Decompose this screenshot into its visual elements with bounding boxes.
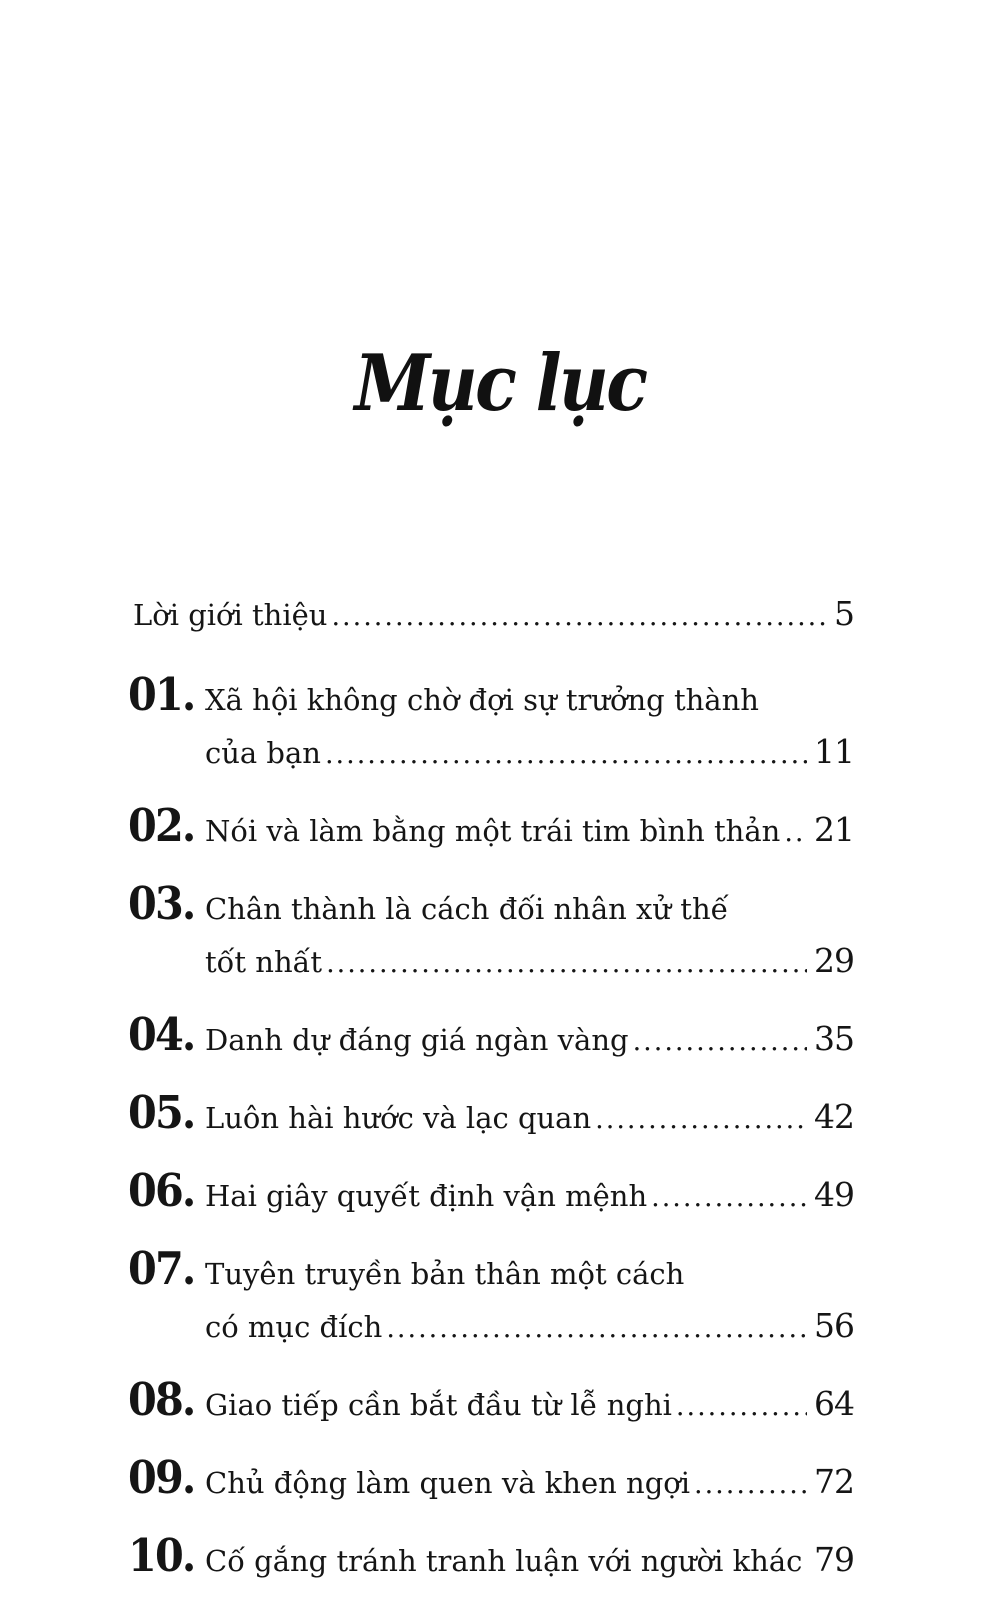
page-number: 49 xyxy=(814,1175,854,1214)
intro-label: Lời giới thiệu xyxy=(133,598,328,632)
dot-leader xyxy=(806,1537,807,1589)
dot-leader xyxy=(331,591,827,643)
chapter-title-line1: Danh dự đáng giá ngàn vàng xyxy=(205,1023,629,1057)
chapter-title-block xyxy=(205,1534,854,1589)
chapter-title-block xyxy=(205,1091,854,1146)
dot-leader xyxy=(325,729,807,781)
chapter-title-line1: Hai giây quyết định vận mệnh xyxy=(205,1179,648,1213)
page-number: 56 xyxy=(814,1306,854,1345)
chapter-number: 04. xyxy=(128,1008,195,1061)
page-title: Mục lục xyxy=(354,338,646,429)
chapter-number: 08. xyxy=(128,1373,195,1426)
chapter-number: 03. xyxy=(128,877,195,930)
toc-entry xyxy=(128,1165,854,1224)
chapter-number: 07. xyxy=(128,1242,195,1295)
toc-entry xyxy=(128,1530,854,1589)
chapter-number: 02. xyxy=(128,799,195,852)
chapter-title-line1: Nói và làm bằng một trái tim bình thản xyxy=(205,814,781,848)
dot-leader xyxy=(694,1459,807,1511)
chapter-number: 06. xyxy=(128,1164,195,1217)
toc-entry xyxy=(128,1087,854,1146)
page-number: 29 xyxy=(814,941,854,980)
chapter-title-line1: Luôn hài hước và lạc quan xyxy=(205,1101,592,1135)
page-number: 72 xyxy=(814,1462,854,1501)
dot-leader xyxy=(784,807,807,859)
chapter-title-line1: Giao tiếp cần bắt đầu từ lễ nghi xyxy=(205,1388,672,1422)
page-number: 64 xyxy=(814,1384,854,1423)
chapter-title-line1: Tuyên truyền bản thân một cách xyxy=(205,1257,685,1291)
page-number: 79 xyxy=(814,1540,854,1579)
toc-entry xyxy=(128,1452,854,1511)
chapter-title-block xyxy=(205,883,854,990)
page-number: 35 xyxy=(814,1019,854,1058)
toc-entry xyxy=(128,1374,854,1433)
chapter-title-line1: Cố gắng tránh tranh luận với người khác xyxy=(205,1544,803,1578)
chapter-number: 05. xyxy=(128,1086,195,1139)
page-number: 21 xyxy=(814,810,854,849)
chapter-title-block xyxy=(205,1456,854,1511)
dot-leader xyxy=(633,1016,807,1068)
chapter-number: 01. xyxy=(128,668,195,721)
chapter-title-block xyxy=(205,1013,854,1068)
chapter-title-line2: có mục đích xyxy=(205,1310,383,1344)
chapter-title-block xyxy=(205,1378,854,1433)
page-number: 11 xyxy=(814,732,854,771)
page-number: 42 xyxy=(814,1097,854,1136)
chapter-title-line1: Xã hội không chờ đợi sự trưởng thành xyxy=(205,683,759,717)
chapter-title-block xyxy=(205,674,854,781)
chapter-title-line2: của bạn xyxy=(205,736,321,770)
page-number: 5 xyxy=(834,594,854,633)
chapter-title-line1: Chủ động làm quen và khen ngợi xyxy=(205,1466,690,1500)
dot-leader xyxy=(651,1172,807,1224)
dot-leader xyxy=(326,938,807,990)
toc-entry xyxy=(128,800,854,859)
chapter-number: 09. xyxy=(128,1451,195,1504)
table-of-contents xyxy=(128,588,854,1589)
chapter-title-block xyxy=(205,1169,854,1224)
chapter-title-line2: tốt nhất xyxy=(205,945,323,979)
toc-entry xyxy=(128,1009,854,1068)
chapter-title-line1: Chân thành là cách đối nhân xử thế xyxy=(205,892,729,926)
toc-intro-row xyxy=(128,588,854,643)
dot-leader xyxy=(595,1094,807,1146)
chapter-number: 10. xyxy=(128,1529,195,1582)
dot-leader xyxy=(676,1381,807,1433)
dot-leader xyxy=(386,1303,807,1355)
toc-entry xyxy=(128,1243,854,1355)
toc-entry xyxy=(128,669,854,781)
toc-entry xyxy=(128,878,854,990)
chapter-title-block xyxy=(205,804,854,859)
chapter-title-block xyxy=(205,1248,854,1355)
